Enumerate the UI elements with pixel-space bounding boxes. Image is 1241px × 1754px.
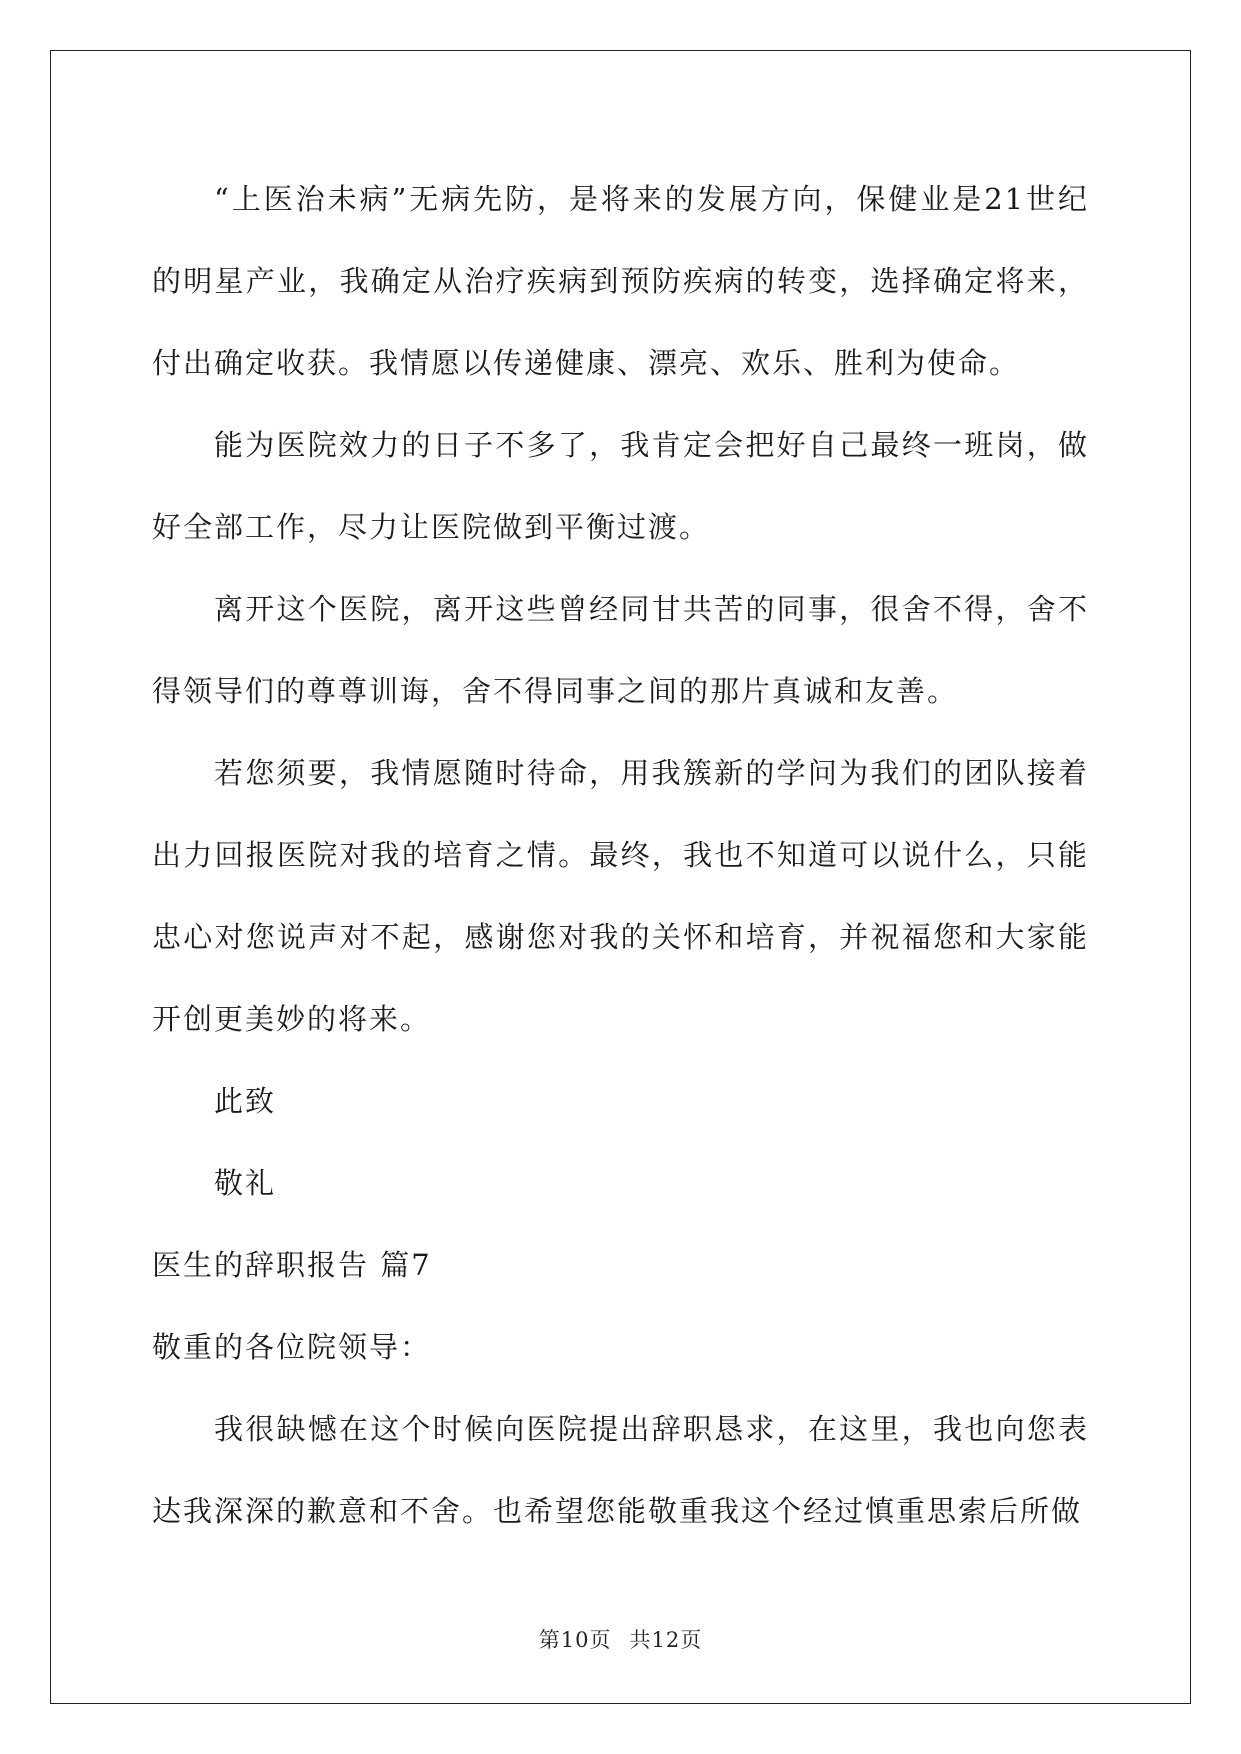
page-number: 第10页 — [538, 1628, 612, 1652]
letter-greeting: 敬重的各位院领导： — [152, 1330, 432, 1364]
paragraph-future-direction: “上医治未病”无病先防，是将来的发展方向，保健业是21世纪的明星产业，我确定从治疗疾病到预防疾病的转变，选择确定将来，付出确定收获。我情愿以传递健康、漂亮、欢乐、胜利为使命。 — [152, 182, 1089, 380]
page-total: 共12页 — [629, 1628, 703, 1652]
paragraph-on-call: 若您须要，我情愿随时待命，用我簇新的学问为我们的团队接着出力回报医院对我的培育之情。最终，我也不知道可以说什么，只能忠心对您说声对不起，感谢您对我的关怀和培育，并祝福您和大家能开创更美妙的将来。 — [152, 756, 1089, 1036]
paragraph-last-shift: 能为医院效力的日子不多了，我肯定会把好自己最终一班岗，做好全部工作，尽力让医院做到平衡过渡。 — [152, 428, 1089, 544]
page-footer — [0, 1624, 1241, 1654]
document-body — [152, 158, 1089, 1552]
paragraph-resignation-request: 我很缺憾在这个时候向医院提出辞职恳求，在这里，我也向您表达我深深的歉意和不舍。也希望您能敬重我这个经过慎重思索后所做 — [152, 1412, 1089, 1528]
closing-regards: 敬礼 — [214, 1166, 277, 1200]
paragraph-leaving-colleagues: 离开这个医院，离开这些曾经同甘共苦的同事，很舍不得，舍不得领导们的尊尊训诲，舍不得同事之间的那片真诚和友善。 — [152, 592, 1089, 708]
section-title: 医生的辞职报告 篇7 — [152, 1248, 432, 1282]
closing-salutation: 此致 — [214, 1084, 277, 1118]
